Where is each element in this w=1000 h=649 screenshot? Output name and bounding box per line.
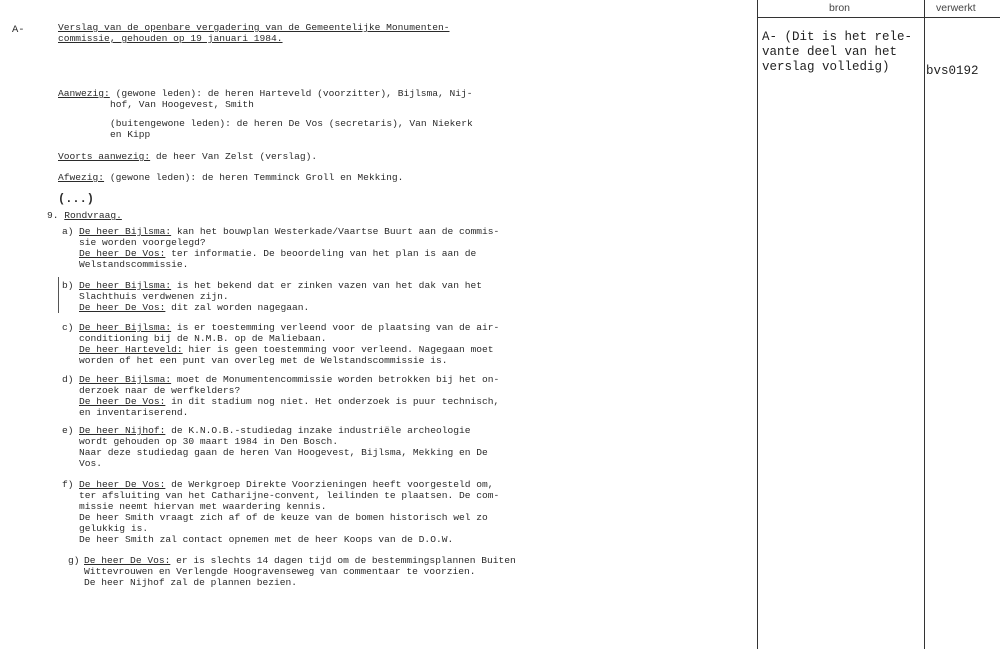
bron-line3: verslag volledig)	[762, 60, 890, 74]
item-text: Welstandscommissie.	[79, 259, 189, 270]
item-line	[79, 501, 327, 512]
item-text: en inventariserend.	[79, 407, 189, 418]
item-line	[79, 512, 488, 523]
speaker-name: De heer Bijlsma:	[79, 226, 172, 237]
item-text: Naar deze studiedag gaan de heren Van Hoogevest, Bijlsma, Mekking en De	[79, 447, 488, 458]
item-line	[84, 577, 297, 588]
item-letter: f)	[62, 479, 74, 490]
item-text: sie worden voorgelegd?	[79, 237, 206, 248]
item-text: De heer Smith vraagt zich af of de keuze van de bomen historisch wel zo	[79, 512, 488, 523]
item-text: moet de Monumentencommissie worden betrokken bij het on-	[171, 374, 500, 385]
speaker-name: De heer De Vos:	[84, 555, 171, 566]
present-block	[58, 88, 473, 99]
item-line	[79, 322, 499, 333]
item-line	[79, 479, 494, 490]
also-present-label: Voorts aanwezig:	[58, 151, 151, 162]
present-label: Aanwezig:	[58, 88, 110, 99]
item-text: worden of het een punt van overleg met de Welstandscommissie is.	[79, 355, 448, 366]
item-letter: c)	[62, 322, 74, 333]
item-text: gelukkig is.	[79, 523, 149, 534]
present-extra-line2: en Kipp	[110, 129, 151, 140]
item-line	[79, 355, 447, 366]
present-extra-line1: (buitengewone leden): de heren De Vos (secretaris), Van Niekerk	[110, 118, 473, 129]
bron-line2: vante deel van het	[762, 45, 898, 59]
item-text: De heer Smith zal contact opnemen met de heer Koops van de D.O.W.	[79, 534, 454, 545]
item-line	[79, 523, 148, 534]
item-text: Vos.	[79, 458, 103, 469]
sidebar-border-middle	[924, 0, 925, 649]
item-line	[79, 436, 338, 447]
item-line	[79, 344, 494, 355]
item-text: in dit stadium nog niet. Het onderzoek is puur technisch,	[165, 396, 500, 407]
item-letter: a)	[62, 226, 74, 237]
item-line	[79, 385, 240, 396]
item-line	[79, 490, 499, 501]
item-text: wordt gehouden op 30 maart 1984 in Den Bosch.	[79, 436, 339, 447]
item-line	[79, 407, 188, 418]
speaker-name: De heer De Vos:	[79, 396, 166, 407]
speaker-name: De heer Bijlsma:	[79, 374, 172, 385]
sidebar-border-left	[757, 0, 758, 649]
item-text: Slachthuis verdwenen zijn.	[79, 291, 229, 302]
item-letter: b)	[62, 280, 74, 291]
item-letter: g)	[68, 555, 80, 566]
speaker-name: De heer Harteveld:	[79, 344, 183, 355]
verwerkt-code: bvs0192	[926, 64, 979, 78]
item-text: conditioning bij de N.M.B. op de Maliebaan.	[79, 333, 327, 344]
item-text: ter afsluiting van het Catharijne-convent, leilinden te plaatsen. De com-	[79, 490, 500, 501]
item-line	[79, 333, 327, 344]
item-letter: d)	[62, 374, 74, 385]
ellipsis: (...)	[58, 192, 95, 206]
column-header-bron: bron	[829, 2, 851, 14]
document-title-line1: Verslag van de openbare vergadering van de Gemeentelijke Monumenten-	[58, 22, 450, 33]
item-text: de K.N.O.B.-studiedag inzake industriële archeologie	[165, 425, 471, 436]
item-line	[79, 425, 471, 436]
item-line	[79, 534, 453, 545]
section9-title: Rondvraag.	[64, 210, 122, 221]
speaker-name: De heer De Vos:	[79, 479, 166, 490]
item-line	[84, 555, 516, 566]
item-text: missie neemt hiervan met waardering kennis.	[79, 501, 327, 512]
item-text: is het bekend dat er zinken vazen van het dak van het	[171, 280, 483, 291]
item-line	[79, 396, 499, 407]
section9-number: 9.	[47, 210, 59, 221]
item-text: kan het bouwplan Westerkade/Vaartse Buurt aan de commis-	[171, 226, 500, 237]
present-regular-line1: (gewone leden): de heren Harteveld (voorzitter), Bijlsma, Nij-	[115, 88, 473, 99]
item-text: de Werkgroep Direkte Voorzieningen heeft voorgesteld om,	[165, 479, 494, 490]
item-line	[79, 458, 102, 469]
absent-text: (gewone leden): de heren Temminck Groll en Mekking.	[109, 172, 404, 183]
item-line	[79, 226, 499, 237]
item-text: er is slechts 14 dagen tijd om de bestemmingsplannen Buiten	[170, 555, 516, 566]
item-line	[79, 280, 482, 291]
item-letter: e)	[62, 425, 74, 436]
speaker-name: De heer Bijlsma:	[79, 280, 172, 291]
item-text: is er toestemming verleend voor de plaatsing van de air-	[171, 322, 500, 333]
item-text: Wittevrouwen en Verlengde Hoogravenseweg van commentaar te voorzien.	[84, 566, 476, 577]
present-regular-line2: hof, Van Hoogevest, Smith	[110, 99, 254, 110]
section-marker: A-	[12, 24, 25, 36]
item-text: De heer Nijhof zal de plannen bezien.	[84, 577, 298, 588]
also-present-text: de heer Van Zelst (verslag).	[155, 151, 318, 162]
item-line	[79, 237, 206, 248]
speaker-name: De heer De Vos:	[79, 248, 166, 259]
item-line	[79, 248, 476, 259]
speaker-name: De heer Nijhof:	[79, 425, 166, 436]
absent-label: Afwezig:	[58, 172, 105, 183]
item-line	[79, 291, 229, 302]
item-line	[79, 447, 488, 458]
item-line	[84, 566, 476, 577]
item-text: derzoek naar de werfkelders?	[79, 385, 241, 396]
item-line	[79, 374, 499, 385]
also-present-block	[58, 151, 317, 162]
column-header-verwerkt: verwerkt	[936, 2, 976, 14]
item-line	[79, 302, 309, 313]
document-title-line2: commissie, gehouden op 19 januari 1984.	[58, 33, 283, 44]
item-text: ter informatie. De beoordeling van het plan is aan de	[165, 248, 477, 259]
absent-block	[58, 172, 403, 183]
section9-heading	[47, 210, 122, 221]
sidebar-header-rule	[757, 17, 1000, 18]
speaker-name: De heer Bijlsma:	[79, 322, 172, 333]
item-line	[79, 259, 188, 270]
item-text: dit zal worden nagegaan.	[165, 302, 310, 313]
item-text: hier is geen toestemming voor verleend. Nagegaan moet	[182, 344, 494, 355]
bron-line1: A- (Dit is het rele-	[762, 30, 913, 44]
speaker-name: De heer De Vos:	[79, 302, 166, 313]
margin-bar	[58, 277, 59, 313]
